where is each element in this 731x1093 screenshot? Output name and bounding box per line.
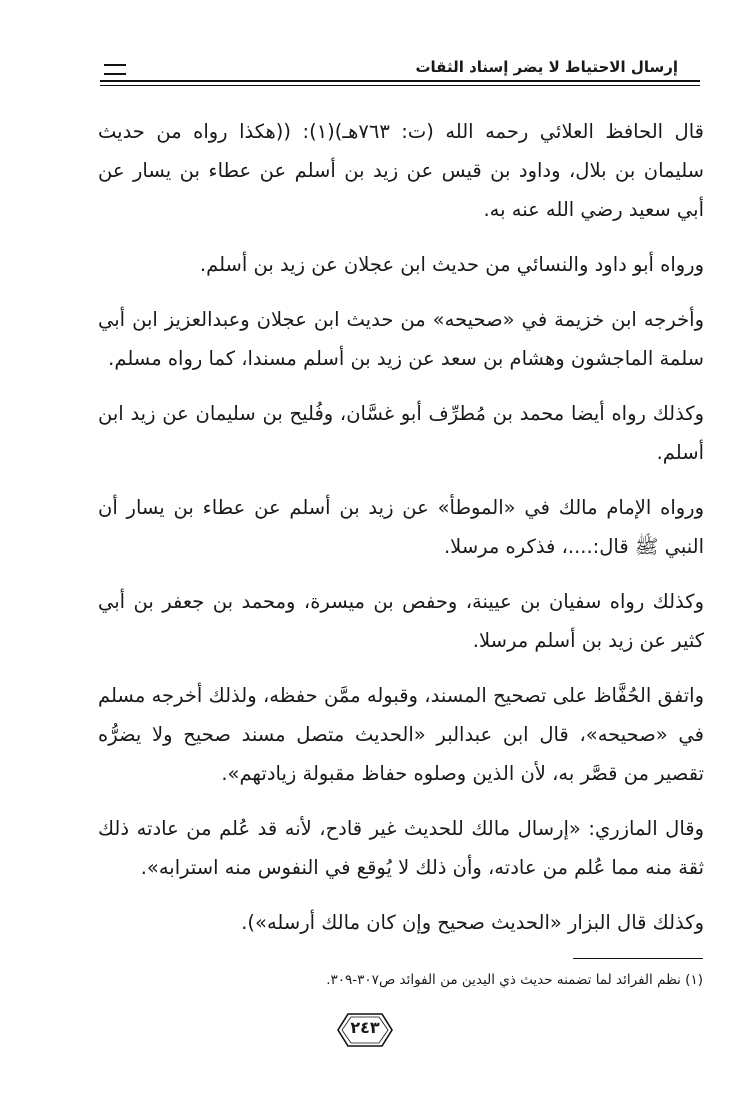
- body-text: [98, 112, 704, 958]
- paragraph: قال الحافظ العلائي رحمه الله (ت: ٧٦٣هـ)(١): ((هكذا رواه من حديث سليمان بن بلال، وداود بن قيس عن زيد بن أسلم عن عطاء بن يسار عن أبي سعيد رضي الله عنه به.: [98, 120, 704, 221]
- paragraph: واتفق الحُفَّاظ على تصحيح المسند، وقبوله ممَّن حفظه، ولذلك أخرجه مسلم في «صحيحه»، قال ابن عبدالبر «الحديث متصل مسند صحيح ولا يضرُّه تقصير من قصَّر به، لأن الذين وصلوه حفاظ مقبولة زيادتهم».: [98, 684, 704, 785]
- paragraph: وأخرجه ابن خزيمة في «صحيحه» من حديث ابن عجلان وعبدالعزيز ابن أبي سلمة الماجشون وهشام بن سعد عن زيد بن أسلم مسندا، كما رواه مسلم.: [98, 308, 704, 370]
- paragraph: ورواه الإمام مالك في «الموطأ» عن زيد بن أسلم عن عطاء بن يسار أن النبي ﷺ قال:....، فذكره مرسلا.: [98, 496, 704, 558]
- paragraph: وكذلك قال البزار «الحديث صحيح وإن كان مالك أرسله»).: [241, 911, 704, 934]
- footnote-divider: [573, 958, 703, 959]
- running-header: [100, 52, 700, 86]
- paragraph: ورواه أبو داود والنسائي من حديث ابن عجلان عن زيد بن أسلم.: [199, 253, 704, 276]
- header-title: إرسال الاحتياط لا يضر إسناد الثقات: [415, 58, 678, 76]
- paragraph: وكذلك رواه أيضا محمد بن مُطرِّف أبو غسَّان، وفُليح بن سليمان عن زيد ابن أسلم.: [98, 402, 704, 464]
- paragraph: وكذلك رواه سفيان بن عيينة، وحفص بن ميسرة، ومحمد بن جعفر بن أبي كثير عن زيد بن أسلم مرسلا.: [98, 590, 704, 652]
- paragraph: وقال المازري: «إرسال مالك للحديث غير قادح، لأنه قد عُلم من عادته ذلك ثقة منه مما عُلم من عادته، وأن ذلك لا يُوقع في النفوس منه استرابه».: [98, 817, 704, 879]
- footnote: (١) نظم الفرائد لما تضمنه حديث ذي اليدين من الفوائد ص٣٠٧-٣٠٩.: [326, 972, 703, 988]
- header-ornament: [104, 64, 126, 75]
- header-rule: [100, 80, 700, 86]
- page-number: ٢٤٣: [350, 1018, 380, 1037]
- page-number-ornament: [336, 1010, 394, 1050]
